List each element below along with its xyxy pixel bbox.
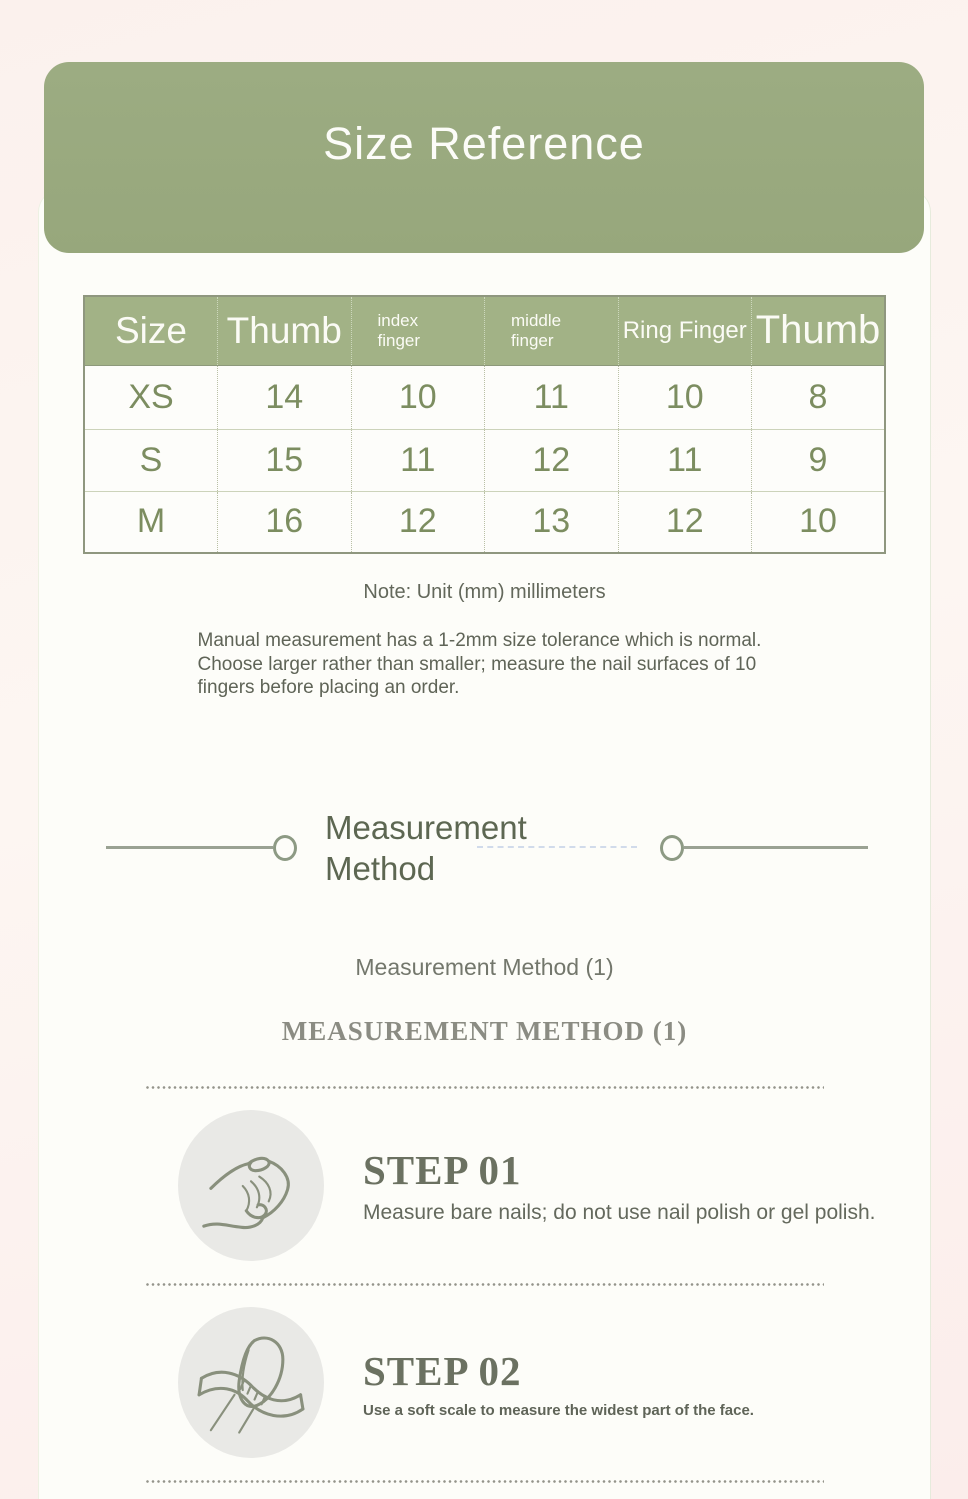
column-header-size: Size	[84, 296, 218, 365]
measurement-method-subtitle: Measurement Method (1)	[355, 953, 614, 980]
hand-icon-drawing	[192, 1127, 310, 1245]
table-row-s	[84, 429, 885, 491]
column-header-thumb: Thumb	[218, 296, 352, 365]
underline-artifact	[477, 846, 637, 848]
step-description: Measure bare nails; do not use nail polish or gel polish.	[363, 1201, 876, 1224]
size-label: XS	[84, 365, 218, 429]
tolerance-note: Manual measurement has a 1-2mm size tolerance which is normal. Choose larger rather than smaller; measure the nail surfaces of 10 fingers before placing an order.	[197, 630, 762, 698]
decorative-circle-left	[273, 835, 297, 861]
decorative-circle-right	[660, 835, 684, 861]
cell-value: 10	[618, 365, 752, 429]
cell-value: 15	[218, 429, 352, 491]
table-row-xs	[84, 365, 885, 429]
step-01-row	[39, 1089, 930, 1283]
page-title: Size Reference	[323, 118, 645, 169]
measurement-method-header	[39, 806, 930, 890]
decorative-line-left	[106, 846, 273, 849]
column-header-index-finger: index finger	[351, 296, 485, 365]
measurement-method-heading: MEASUREMENT METHOD (1)	[281, 1015, 688, 1046]
table-row-m	[84, 491, 885, 553]
cell-value: 10	[752, 491, 886, 553]
hand-icon	[178, 1110, 324, 1261]
size-reference-banner	[44, 62, 924, 253]
cell-value: 10	[351, 365, 485, 429]
step-02-text	[363, 1347, 754, 1419]
step-02-row	[39, 1286, 930, 1480]
size-label: S	[84, 429, 218, 491]
cell-value: 12	[485, 429, 619, 491]
size-table-header	[84, 296, 885, 365]
tape-measure-icon-drawing	[192, 1324, 310, 1442]
column-header-ring-finger: Ring Finger	[618, 296, 752, 365]
cell-value: 8	[752, 365, 886, 429]
dotted-divider	[146, 1480, 824, 1483]
cell-value: 11	[485, 365, 619, 429]
column-header-thumb-2: Thumb	[752, 296, 886, 365]
cell-value: 11	[618, 429, 752, 491]
cell-value: 12	[351, 491, 485, 553]
tape-measure-icon	[178, 1307, 324, 1458]
decorative-line-right	[684, 846, 868, 849]
step-title: STEP 01	[363, 1147, 522, 1193]
cell-value: 14	[218, 365, 352, 429]
cell-value: 16	[218, 491, 352, 553]
column-header-middle-finger: middle finger	[485, 296, 619, 365]
size-label: M	[84, 491, 218, 553]
step-01-text	[363, 1146, 875, 1225]
cell-value: 9	[752, 429, 886, 491]
cell-value: 12	[618, 491, 752, 553]
unit-note: Note: Unit (mm) millimeters	[363, 581, 606, 603]
cell-value: 13	[485, 491, 619, 553]
content-card	[38, 190, 931, 1499]
size-table	[83, 295, 886, 554]
cell-value: 11	[351, 429, 485, 491]
step-title: STEP 02	[363, 1347, 522, 1394]
step-description: Use a soft scale to measure the widest part of the face.	[363, 1401, 754, 1419]
measurement-method-title: Measurement Method	[325, 807, 567, 889]
